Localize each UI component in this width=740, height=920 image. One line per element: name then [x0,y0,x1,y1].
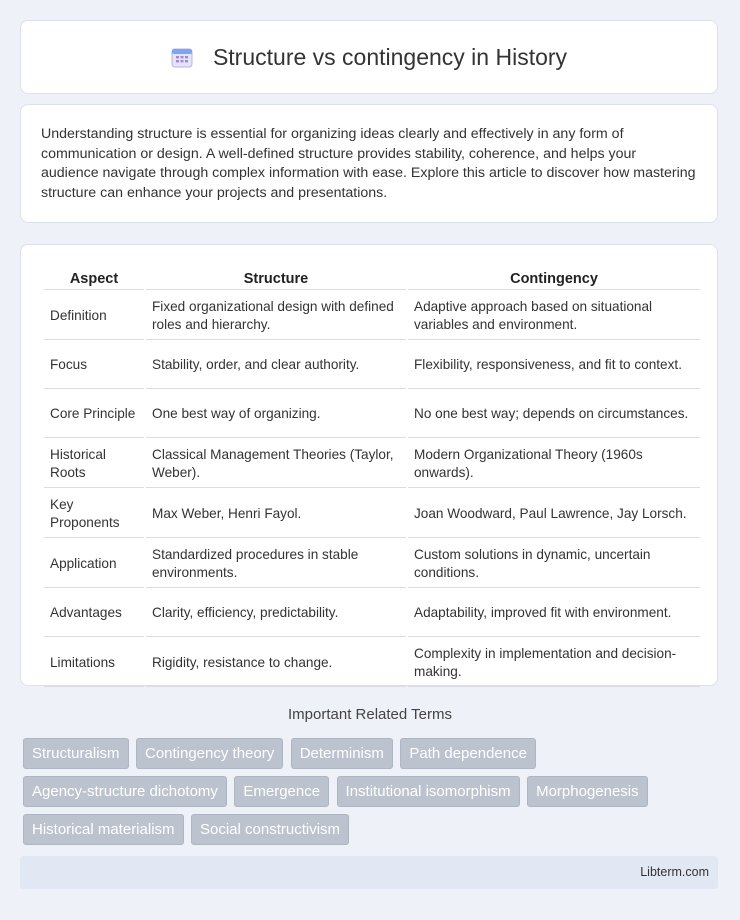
table-cell: Modern Organizational Theory (1960s onwards). [408,440,700,488]
table-cell: Core Principle [44,391,144,438]
table-row [44,490,700,538]
table-cell: Adaptive approach based on situational variables and environment. [408,292,700,340]
footer-link[interactable]: Libterm.com [640,865,709,879]
column-header: Contingency [408,267,700,290]
table-row [44,342,700,389]
table-row [44,292,700,340]
related-term-tag[interactable]: Emergence [234,776,329,807]
footer [20,856,718,889]
table-cell: Standardized procedures in stable environments. [146,540,406,588]
column-header: Aspect [44,267,144,290]
related-term-tag[interactable]: Social constructivism [191,814,349,845]
table-cell: Limitations [44,639,144,687]
table-cell: Focus [44,342,144,389]
table-header-row [44,267,700,290]
table-cell: Clarity, efficiency, predictability. [146,590,406,637]
comparison-table [42,265,702,689]
table-row [44,639,700,687]
related-term-tag[interactable]: Agency-structure dichotomy [23,776,227,807]
intro-card [20,104,718,223]
calendar-icon [171,46,193,68]
table-cell: Definition [44,292,144,340]
related-terms-title: Important Related Terms [288,706,452,723]
table-cell: Fixed organizational design with defined roles and hierarchy. [146,292,406,340]
related-term-tag[interactable]: Determinism [291,738,393,769]
page-title: Structure vs contingency in History [212,43,568,70]
table-cell: Complexity in implementation and decision-making. [408,639,700,687]
column-header: Structure [146,267,406,290]
table-cell: Adaptability, improved fit with environment. [408,590,700,637]
table-cell: Advantages [44,590,144,637]
related-terms-list [23,738,723,852]
table-row [44,540,700,588]
related-term-tag[interactable]: Institutional isomorphism [337,776,520,807]
table-cell: Joan Woodward, Paul Lawrence, Jay Lorsch. [408,490,700,538]
table-cell: Stability, order, and clear authority. [146,342,406,389]
table-cell: Historical Roots [44,440,144,488]
intro-text: Understanding structure is essential for organizing ideas clearly and effectively in any form of communication or design. A well-defined structure provides stability, coherence, and helps your audience navigate through complex information with ease. Explore this article to discover how mastering structure can enhance your projects and presentations. [41,126,696,201]
table-cell: Max Weber, Henri Fayol. [146,490,406,538]
table-cell: Application [44,540,144,588]
table-cell: Key Proponents [44,490,144,538]
comparison-card [20,244,718,686]
table-cell: One best way of organizing. [146,391,406,438]
table-row [44,440,700,488]
related-term-tag[interactable]: Historical materialism [23,814,184,845]
related-term-tag[interactable]: Path dependence [400,738,536,769]
table-row [44,590,700,637]
table-cell: Rigidity, resistance to change. [146,639,406,687]
related-term-tag[interactable]: Contingency theory [136,738,283,769]
table-cell: Flexibility, responsiveness, and fit to context. [408,342,700,389]
table-row [44,391,700,438]
header-card [20,20,718,94]
table-cell: No one best way; depends on circumstances. [408,391,700,438]
table-cell: Classical Management Theories (Taylor, Weber). [146,440,406,488]
related-term-tag[interactable]: Structuralism [23,738,129,769]
related-term-tag[interactable]: Morphogenesis [527,776,648,807]
table-cell: Custom solutions in dynamic, uncertain conditions. [408,540,700,588]
